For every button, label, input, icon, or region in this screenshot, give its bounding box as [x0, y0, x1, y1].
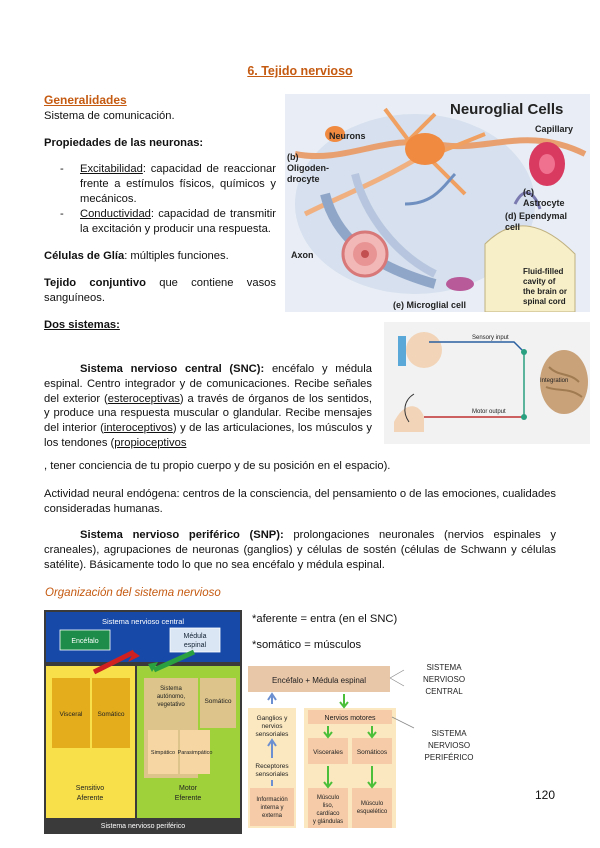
neuro-label-b: (b) — [287, 152, 299, 162]
d1-snp-label: Sistema nervioso periférico — [100, 823, 186, 830]
snc-paragraph — [44, 362, 372, 451]
snc-term: Sistema nervioso central (SNC): — [80, 363, 265, 375]
snc-text: ) y de las articulaciones, los músculos y los tendones ( — [44, 422, 372, 449]
d2-receptores-2: sensoriales — [255, 771, 289, 778]
neuro-label-microglial: (e) Microglial cell — [393, 300, 467, 310]
d1-motor-1: Motor — [179, 785, 197, 792]
d2-liso-3: cardíaco — [316, 811, 340, 817]
prop-text: : capacidad de transmitir la excitación y producir una respuesta. — [80, 207, 276, 235]
page-title: 6. Tejido nervioso — [247, 64, 353, 78]
page-number: 120 — [535, 788, 556, 802]
neuro-label-capillary: Capillary — [535, 124, 574, 134]
conjuntivo-line — [44, 276, 276, 306]
neuro-label-fluid: Fluid-filled — [523, 267, 564, 276]
prop-term: Excitabilidad — [80, 163, 143, 176]
snc-text: ) a través de órganos de los sentidos, y produce una respuesta muscular o glandular. Recibe mensajes del interior ( — [44, 392, 372, 435]
list-item — [44, 162, 276, 206]
neuro-label-fluid4: spinal cord — [523, 297, 566, 306]
note-aferente: *aferente = entra (en el SNC) — [252, 613, 398, 625]
dos-sistemas-heading: Dos sistemas: — [44, 318, 120, 331]
d2-info-2: interna y — [260, 805, 284, 811]
d2-info-3: externa — [261, 813, 283, 819]
neuro-label-fluid2: cavity of — [523, 277, 556, 286]
d1-sensitivo-1: Sensitivo — [75, 785, 105, 792]
d1-autonomo-2: autónomo, — [156, 694, 186, 700]
d2-ganglios-2: nervios — [261, 723, 283, 730]
reflex-motor: Motor output — [472, 409, 506, 415]
snc-exteroceptivas: esteroceptivas — [107, 392, 180, 405]
d2-info-1: Información — [256, 797, 288, 803]
reflex-sensory: Sensory input — [472, 335, 509, 341]
d2-snp-3: PERIFÉRICO — [424, 753, 474, 762]
conjuntivo-text: que contiene vasos sanguíneos. — [44, 277, 276, 304]
neuro-label-c: (c) — [523, 187, 534, 197]
d2-encefalo-medula: Encéfalo + Médula espinal — [271, 676, 367, 685]
prop-text: : capacidad de reaccionar frente a estímulos físicos, químicos y mecánicos. — [80, 163, 276, 205]
d2-liso-4: y glándulas — [312, 819, 344, 825]
neuro-label-astro: Astrocyte — [523, 198, 565, 208]
reflex-integration: Integration — [540, 378, 569, 384]
reflex-arc-illustration — [384, 322, 590, 444]
d1-somatico-left: Somático — [97, 711, 125, 718]
organization-diagram-2 — [244, 660, 490, 832]
snc-text: encéfalo y médula espinal. Centro integrador y de comunicaciones. Recibe señales del exterior ( — [44, 363, 372, 405]
neuro-label-oligo: Oligoden- — [287, 163, 329, 173]
d2-snp-2: NERVIOSO — [427, 741, 471, 750]
d1-somatico-right: Somático — [204, 698, 232, 705]
neuro-title: Neuroglial Cells — [450, 101, 564, 118]
d1-medula-2: espinal — [183, 642, 207, 649]
d2-nervios-motores: Nervios motores — [324, 715, 376, 722]
snp-text: prolongaciones neuronales (nervios espinales y craneales), agrupaciones de neuronas (ganglios) y células de sostén (células de Schwann y células satélite). Básicamente todo lo que no sea encéfalo y médula espinal. — [44, 529, 556, 571]
neuro-label-axon: Axon — [291, 250, 314, 260]
d1-autonomo-3: vegetativo — [157, 702, 185, 708]
glia-term: Células de Glía — [44, 250, 125, 263]
d2-ganglios-1: Ganglios y — [256, 715, 288, 722]
actividad-paragraph: Actividad neural endógena: centros de la consciencia, del pensamiento o de las emociones, cualidades consideradas humanas. — [44, 488, 556, 515]
d1-parasimpatico: Parasimpático — [177, 750, 213, 756]
neuro-label-oligo2: drocyte — [287, 174, 320, 184]
neuro-label-fluid3: the brain or — [523, 287, 568, 296]
snc-propioceptivos: propioceptivos — [114, 436, 187, 449]
d2-snc-3: CENTRAL — [425, 687, 463, 696]
d1-simpatico: Simpático — [150, 750, 176, 756]
glia-line — [44, 249, 276, 264]
d2-liso-2: liso, — [322, 803, 334, 809]
d1-autonomo-1: Sistema — [160, 686, 182, 692]
propiedades-heading: Propiedades de las neuronas: — [44, 136, 204, 149]
generalidades-heading: Generalidades — [44, 93, 127, 107]
organization-diagram-1 — [44, 610, 242, 834]
d1-medula: Médula — [183, 633, 207, 640]
snp-term: Sistema nervioso periférico (SNP): — [80, 529, 284, 541]
d1-sensitivo-2: Aferente — [76, 795, 104, 802]
neuroglial-cells-illustration — [285, 94, 590, 312]
organizacion-title: Organización del sistema nervioso — [45, 587, 221, 599]
d2-ganglios-3: sensoriales — [255, 731, 289, 738]
d1-motor-2: Eferente — [174, 795, 202, 802]
d1-visceral: Visceral — [59, 711, 83, 718]
snp-paragraph — [44, 528, 556, 572]
d2-viscerales: Viscerales — [313, 749, 343, 756]
d2-esq-1: Músculo — [360, 801, 384, 807]
conjuntivo-term: Tejido conjuntivo — [44, 277, 146, 290]
neuro-label-neurons: Neurons — [329, 131, 366, 141]
glia-text: : múltiples funciones. — [124, 250, 229, 263]
d2-somaticos: Somáticos — [356, 749, 388, 756]
d2-esq-2: esquelético — [356, 809, 388, 815]
d2-liso-1: Músculo — [316, 795, 340, 801]
d2-receptores-1: Receptores — [255, 763, 289, 770]
snc-interoceptivos: interoceptivos — [103, 422, 173, 435]
note-somatico: *somático = músculos — [252, 639, 362, 651]
d2-snc-2: NERVIOSO — [422, 675, 466, 684]
snc-paragraph-end: , tener conciencia de tu propio cuerpo y de su posición en el espacio). — [44, 460, 391, 472]
neuro-label-ependymal2: cell — [505, 222, 521, 232]
properties-list — [44, 162, 276, 236]
d2-snp-1: SISTEMA — [431, 729, 467, 738]
d1-encefalo: Encéfalo — [71, 638, 99, 645]
generalidades-section — [44, 93, 276, 332]
d1-snc-label: Sistema nervioso central — [101, 617, 185, 626]
neuro-label-ependymal: (d) Ependymal — [505, 211, 568, 221]
d2-snc-1: SISTEMA — [426, 663, 462, 672]
prop-term: Conductividad — [80, 207, 151, 220]
list-item — [44, 207, 276, 237]
generalidades-text: Sistema de comunicación. — [44, 109, 175, 122]
